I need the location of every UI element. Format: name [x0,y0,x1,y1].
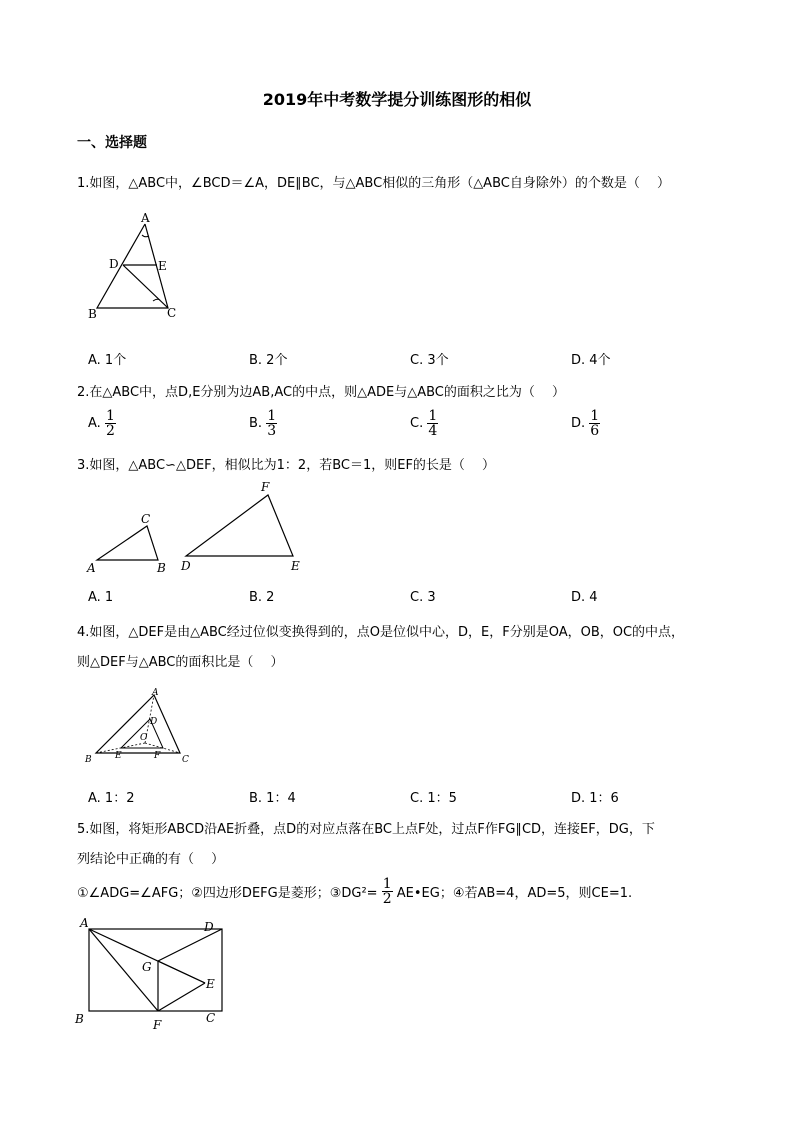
label-D: D [204,920,214,934]
q2-option-d[interactable] [571,409,600,438]
label-G: G [142,960,152,974]
question-4-figure [82,685,197,770]
label-D: D [181,559,191,573]
q4-option-d[interactable]: D. 1：6 [571,791,619,806]
q2-option-a-num: 1 [105,408,115,424]
question-4-text-line1: 4.如图，△DEF是由△ABC经过位似变换得到的，点O是位似中心，D，E，F分别是OA，OB，OC的中点， [77,625,685,640]
label-E: E [206,977,215,991]
q4-option-c[interactable]: C. 1：5 [410,791,457,806]
q2-option-a-label: A. [88,416,101,431]
q2-option-b[interactable] [249,409,277,438]
label-O: O [140,733,148,743]
q2-option-c[interactable] [410,409,438,438]
label-B: B [88,307,97,321]
q2-option-d-num: 1 [590,408,600,424]
q5-stmt-num: 1 [382,876,392,892]
page-title: 2019年中考数学提分训练图形的相似 [262,90,532,109]
section-heading: 一、选择题 [77,135,147,151]
q1-option-b[interactable]: B. 2个 [249,353,288,368]
label-A: A [80,916,89,930]
label-D: D [150,717,158,727]
question-1-figure [85,210,185,325]
label-F: F [153,1018,162,1032]
q5-stmt-pre: ①∠ADG=∠AFG；②四边形DEFG是菱形；③DG²= [77,886,378,901]
question-5-text-line2: 列结论中正确的有（ ） [77,852,225,867]
label-E: E [291,559,300,573]
label-F: F [261,480,270,494]
label-C: C [141,512,151,526]
label-C: C [206,1011,216,1025]
question-5-text-line1: 5.如图，将矩形ABCD沿AE折叠，点D的对应点落在BC上点F处，过点F作FG∥CD，连接EF，DG，下 [77,822,655,837]
question-5-statements [77,877,632,906]
question-2-text: 2.在△ABC中，点D,E分别为边AB,AC的中点，则△ADE与△ABC的面积之比为（ ） [77,385,566,400]
label-A: A [152,688,159,698]
question-3-figure [85,478,330,578]
question-4-text-line2: 则△DEF与△ABC的面积比是（ ） [77,655,284,670]
label-E: E [158,259,167,273]
label-C: C [182,755,189,765]
label-C: C [167,306,177,320]
q1-option-a[interactable]: A. 1个 [88,353,127,368]
label-A: A [141,211,150,225]
q3-option-d[interactable]: D. 4 [571,590,598,605]
q2-option-d-den: 6 [590,423,600,439]
q4-option-b[interactable]: B. 1：4 [249,791,296,806]
question-1-text: 1.如图，△ABC中，∠BCD＝∠A，DE∥BC，与△ABC相似的三角形（△ABC自身除外）的个数是（ ） [77,176,670,191]
label-A: A [87,561,96,575]
q2-option-c-num: 1 [428,408,438,424]
q1-option-c[interactable]: C. 3个 [410,353,449,368]
q3-option-b[interactable]: B. 2 [249,590,275,605]
q2-option-b-den: 3 [267,423,277,439]
label-B: B [85,755,92,765]
q4-option-a[interactable]: A. 1：2 [88,791,135,806]
label-B: B [157,561,166,575]
q2-option-b-label: B. [249,416,263,431]
q2-option-c-label: C. [410,416,424,431]
question-5-figure [72,912,232,1037]
q2-option-d-label: D. [571,416,586,431]
q2-option-c-den: 4 [428,423,438,439]
question-3-text: 3.如图，△ABC∽△DEF，相似比为1：2，若BC＝1，则EF的长是（ ） [77,458,496,473]
label-D: D [109,257,119,271]
q2-option-b-num: 1 [267,408,277,424]
q5-stmt-post: AE•EG；④若AB=4，AD=5，则CE=1. [396,886,633,901]
q2-option-a-den: 2 [105,423,115,439]
q1-option-d[interactable]: D. 4个 [571,353,611,368]
q3-option-c[interactable]: C. 3 [410,590,436,605]
q5-stmt-den: 2 [382,891,392,907]
label-F: F [154,751,161,761]
label-E: E [115,751,122,761]
q2-option-a[interactable] [88,409,116,438]
q3-option-a[interactable]: A. 1 [88,590,114,605]
label-B: B [75,1012,84,1026]
